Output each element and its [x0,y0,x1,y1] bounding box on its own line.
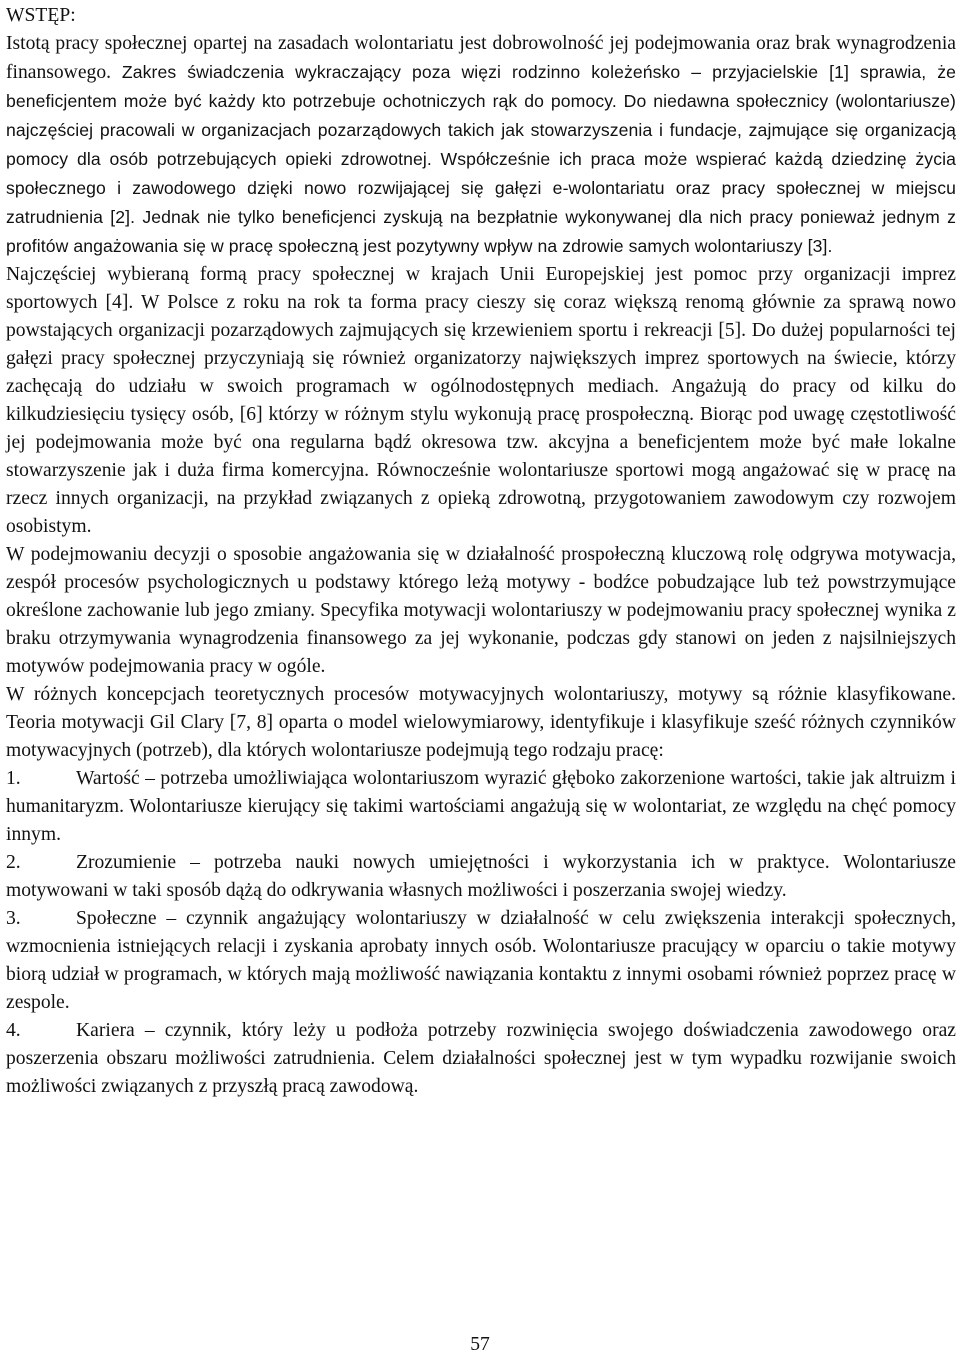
paragraph-segment: W Polsce z roku na rok ta forma pracy cieszy się coraz większą renomą głównie za sprawą nowo powstających organizacji pozarządowych zajmujących się krzewieniem sportu i rekreacji [5]. [6,292,956,341]
list-item-number: 3. [6,908,21,929]
paragraph-segment: Biorąc pod uwagę częstotliwość jej podejmowania może być ona regularna bądź okresowa tzw. akcyjna a beneficjentem może być małe lokalne stowarzyszenie jak i duża firma komercyjna. [6,404,956,481]
list-item-text: Społeczne – czynnik angażujący wolontariuszy w działalność w celu zwiększenia interakcji społecznych, wzmocnienia istniejących relacji i zyskania aprobaty innych osób. Wolontariusze pracujący w oparciu o takie motywy biorą udział w programach, w których mają możliwość nawiązania kontaktu z innymi osobami również poprzez pracę w zespole. [6,908,956,1013]
list-item [6,765,956,849]
paragraph-sport-volunteering [6,261,956,541]
list-item-number: 4. [6,1020,21,1041]
list-item [6,849,956,905]
paragraph-motivation [6,541,956,681]
paragraph-segment: Współcześnie ich praca może wspierać każdą dziedzinę życia społecznego i zawodowego dzięki nowo rozwijającej się gałęzi e-wolontariatu oraz pracy społecznej w miejscu zatrudnienia [2]. [6,149,956,227]
paragraph-segment: Najczęściej wybieraną formą pracy społecznej w krajach Unii Europejskiej jest pomoc przy organizacji imprez sportowych [4]. [6,264,956,313]
list-item-text: Kariera – czynnik, który leży u podłoża potrzeby rozwinięcia swojego doświadczenia zawodowego oraz poszerzenia obszaru możliwości zatrudnienia. Celem działalności społecznej jest w tym wypadku rozwijanie swoich możliwości związanych z przyszłą pracą zawodową. [6,1020,956,1097]
paragraph-segment: Do dużej popularności tej gałęzi pracy społecznej przyczyniają się również organizatorzy największych imprez sportowych na świecie, którzy zachęcają do udziału w swoich programach w ogólnodostępnych mediach. [6,320,956,397]
paragraph-segment: Równocześnie wolontariusze sportowi mogą angażować się w pracę na rzecz innych organizacji, na przykład związanych z opieką zdrowotną, przygotowaniem zawodowym czy rozwojem osobistym. [6,460,956,537]
paragraph-segment: W podejmowaniu decyzji o sposobie angażowania się w działalność prospołeczną kluczową rolę odgrywa motywacja, zespół procesów psychologicznych u podstawy którego leżą motywy - bodźce pobudzające lub też powstrzymujące określone zachowanie lub jego zmiany. [6,544,956,621]
list-item-text: Zrozumienie – potrzeba nauki nowych umiejętności i wykorzystania ich w praktyce. Wolontariusze motywowani w taki sposób dążą do odkrywania własnych możliwości i poszerzania swojej wiedzy. [6,852,956,901]
paragraph-segment: Specyfika motywacji wolontariuszy w podejmowaniu pracy społecznej wynika z braku otrzymywania wynagrodzenia finansowego za jej wykonanie, podczas gdy stanowi on jeden z najsilniejszych motywów podejmowania pracy w ogóle. [6,600,957,677]
document-page [6,2,956,1101]
paragraph-segment: Angażują do pracy od kilku do kilkudziesięciu tysięcy osób, [6] którzy w różnym stylu wykonują pracę prospołeczną. [6,376,956,425]
paragraph-segment: Zakres świadczenia wykraczający poza więzi rodzinno koleżeńsko – przyjacielskie [1] sprawia, że beneficjentem może być każdy kto potrzebuje ochotniczych rąk do pomocy. [6,62,956,111]
list-item [6,905,956,1017]
paragraph-motivation-theory [6,681,956,765]
paragraph-segment: Teoria motywacji Gil Clary [7, 8] oparta o model wielowymiarowy, identyfikuje i klasyfikuje sześć różnych czynników motywacyjnych (potrzeb), dla których wolontariusze podejmują tego rodzaju pracę: [6,712,956,761]
list-item-number: 1. [6,768,21,789]
paragraph-segment: W różnych koncepcjach teoretycznych procesów motywacyjnych wolontariuszy, motywy są różnie klasyfikowane. [6,684,956,705]
paragraph-intro [6,30,956,261]
list-item-text: Wartość – potrzeba umożliwiająca wolontariuszom wyrazić głęboko zakorzenione wartości, takie jak altruizm i humanitaryzm. Wolontariusze kierujący się takimi wartościami angażują się w wolontariat, ze względu na chęć pomocy innym. [6,768,956,845]
motivation-factors-list [6,765,956,1101]
paragraph-segment: Istotą pracy społecznej opartej na zasadach wolontariatu jest dobrowolność jej podejmowania oraz brak wynagrodzenia finansowego. [6,33,956,83]
paragraph-segment: Do niedawna społecznicy (wolontariusze) najczęściej pracowali w organizacjach pozarządowych takich jak stowarzyszenia i fundacje, zajmujące się organizacją pomocy dla osób potrzebujących opieki zdrowotnej. [6,91,957,169]
list-item-number: 2. [6,852,21,873]
paragraph-segment: Jednak nie tylko beneficjenci zyskują na bezpłatnie wykonywanej dla nich pracy ponieważ jednym z profitów angażowania się w pracę społeczną jest pozytywny wpływ na zdrowie samych wolontariuszy [3]. [6,207,956,256]
page-number: 57 [470,1334,490,1355]
section-heading: WSTĘP: [6,5,76,26]
list-item [6,1017,956,1101]
